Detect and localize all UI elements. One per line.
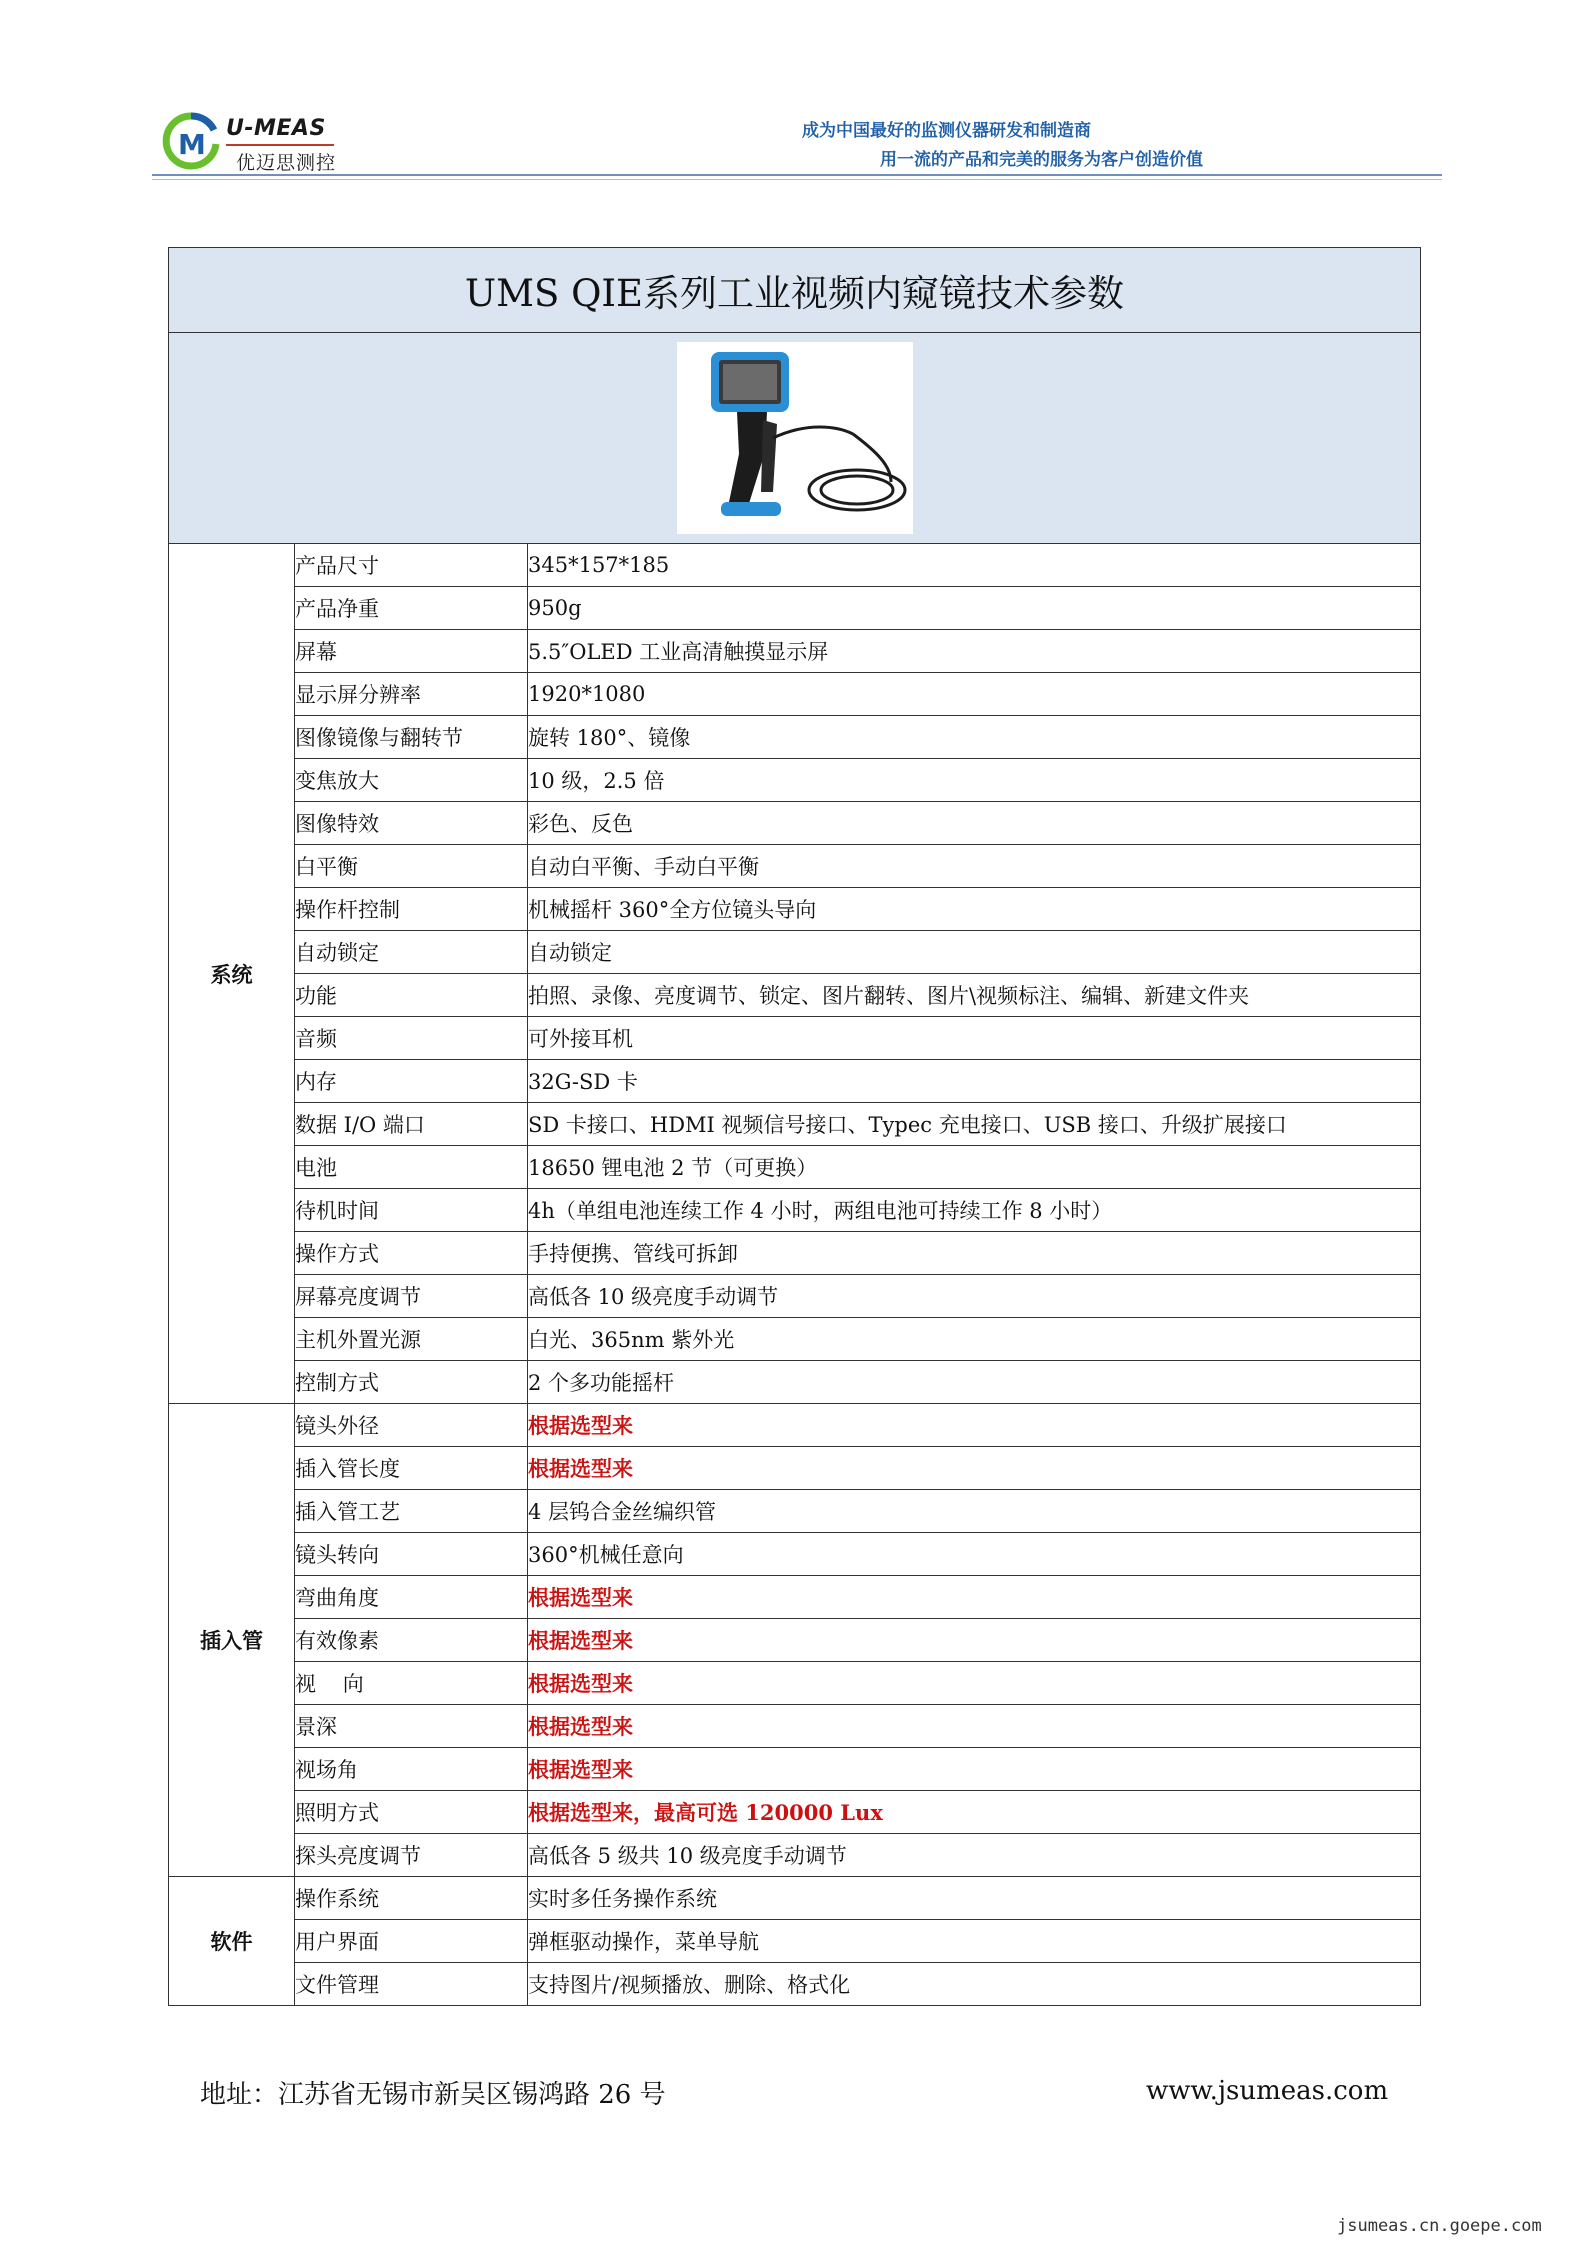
table-row [169, 931, 1421, 974]
param-value: 旋转 180°、镜像 [528, 716, 1421, 759]
table-row [169, 673, 1421, 716]
param-label: 操作杆控制 [295, 888, 528, 931]
param-value: 彩色、反色 [528, 802, 1421, 845]
param-value: 手持便携、管线可拆卸 [528, 1232, 1421, 1275]
footer-address: 地址：江苏省无锡市新吴区锡鸿路 26 号 [200, 2080, 666, 2110]
table-row [169, 1834, 1421, 1877]
table-row [169, 1533, 1421, 1576]
param-value: 2 个多功能摇杆 [528, 1361, 1421, 1404]
param-label: 变焦放大 [295, 759, 528, 802]
logo-name: U-MEAS [226, 116, 326, 141]
product-image [677, 342, 913, 534]
param-label: 控制方式 [295, 1361, 528, 1404]
logo-m-icon [162, 112, 220, 170]
table-row [169, 974, 1421, 1017]
param-value: 支持图片/视频播放、删除、格式化 [528, 1963, 1421, 2006]
param-value: 高低各 10 级亮度手动调节 [528, 1275, 1421, 1318]
table-row [169, 1189, 1421, 1232]
table-row [169, 888, 1421, 931]
param-label: 显示屏分辨率 [295, 673, 528, 716]
param-value: 可外接耳机 [528, 1017, 1421, 1060]
param-label: 图像镜像与翻转节 [295, 716, 528, 759]
header-divider [152, 174, 1442, 176]
spec-table [168, 247, 1421, 2006]
table-row [169, 1576, 1421, 1619]
param-label: 待机时间 [295, 1189, 528, 1232]
param-label: 文件管理 [295, 1963, 528, 2006]
param-label: 音频 [295, 1017, 528, 1060]
param-value: 10 级，2.5 倍 [528, 759, 1421, 802]
product-image-cell [169, 333, 1421, 544]
param-label: 插入管长度 [295, 1447, 528, 1490]
table-row [169, 1920, 1421, 1963]
table-row [169, 1791, 1421, 1834]
table-row [169, 1447, 1421, 1490]
param-label: 白平衡 [295, 845, 528, 888]
category-cell: 软件 [169, 1877, 295, 2006]
table-row [169, 716, 1421, 759]
param-label: 用户界面 [295, 1920, 528, 1963]
slogan-line-1: 成为中国最好的监测仪器研发和制造商 [802, 121, 1091, 141]
header-divider-thin [152, 179, 1442, 180]
param-label: 自动锁定 [295, 931, 528, 974]
param-value: 32G-SD 卡 [528, 1060, 1421, 1103]
param-value: 自动锁定 [528, 931, 1421, 974]
table-row [169, 1146, 1421, 1189]
company-logo [162, 112, 362, 174]
table-row [169, 1232, 1421, 1275]
param-value: 18650 锂电池 2 节（可更换） [528, 1146, 1421, 1189]
param-value: SD 卡接口、HDMI 视频信号接口、Typec 充电接口、USB 接口、升级扩展接口 [528, 1103, 1421, 1146]
table-row [169, 845, 1421, 888]
table-row [169, 1017, 1421, 1060]
param-value: 根据选型来 [528, 1705, 1421, 1748]
table-row [169, 1103, 1421, 1146]
param-label: 产品净重 [295, 587, 528, 630]
svg-text:M: M [178, 128, 206, 161]
param-value: 高低各 5 级共 10 级亮度手动调节 [528, 1834, 1421, 1877]
param-label: 探头亮度调节 [295, 1834, 528, 1877]
param-label: 操作方式 [295, 1232, 528, 1275]
param-label: 主机外置光源 [295, 1318, 528, 1361]
param-value: 拍照、录像、亮度调节、锁定、图片翻转、图片\视频标注、编辑、新建文件夹 [528, 974, 1421, 1017]
table-row [169, 1748, 1421, 1791]
category-cell: 插入管 [169, 1404, 295, 1877]
param-label: 弯曲角度 [295, 1576, 528, 1619]
table-row [169, 1619, 1421, 1662]
param-value: 根据选型来 [528, 1619, 1421, 1662]
table-row [169, 1318, 1421, 1361]
endoscope-device-icon [677, 342, 913, 534]
param-label: 屏幕 [295, 630, 528, 673]
param-value: 345*157*185 [528, 544, 1421, 587]
param-value: 根据选型来 [528, 1662, 1421, 1705]
param-label: 操作系统 [295, 1877, 528, 1920]
param-label: 镜头转向 [295, 1533, 528, 1576]
param-value: 实时多任务操作系统 [528, 1877, 1421, 1920]
param-value: 360°机械任意向 [528, 1533, 1421, 1576]
param-label: 图像特效 [295, 802, 528, 845]
param-label: 插入管工艺 [295, 1490, 528, 1533]
param-value: 根据选型来 [528, 1576, 1421, 1619]
table-title: UMS QIE系列工业视频内窥镜技术参数 [169, 248, 1421, 333]
table-row [169, 1275, 1421, 1318]
table-row [169, 1705, 1421, 1748]
watermark: jsumeas.cn.goepe.com [1337, 2216, 1542, 2236]
table-row [169, 1361, 1421, 1404]
param-value: 机械摇杆 360°全方位镜头导向 [528, 888, 1421, 931]
param-value: 根据选型来 [528, 1404, 1421, 1447]
param-label: 内存 [295, 1060, 528, 1103]
table-row [169, 587, 1421, 630]
param-label: 有效像素 [295, 1619, 528, 1662]
table-row [169, 1963, 1421, 2006]
param-label: 电池 [295, 1146, 528, 1189]
param-label: 数据 I/O 端口 [295, 1103, 528, 1146]
param-value: 根据选型来，最高可选 120000 Lux [528, 1791, 1421, 1834]
param-value: 950g [528, 587, 1421, 630]
param-label: 视场角 [295, 1748, 528, 1791]
table-row [169, 1490, 1421, 1533]
param-value: 自动白平衡、手动白平衡 [528, 845, 1421, 888]
logo-underline [226, 144, 334, 146]
param-value: 弹框驱动操作，菜单导航 [528, 1920, 1421, 1963]
param-value: 4h（单组电池连续工作 4 小时，两组电池可持续工作 8 小时） [528, 1189, 1421, 1232]
param-value: 5.5″OLED 工业高清触摸显示屏 [528, 630, 1421, 673]
param-label: 功能 [295, 974, 528, 1017]
table-row [169, 1662, 1421, 1705]
param-value: 白光、365nm 紫外光 [528, 1318, 1421, 1361]
param-value: 根据选型来 [528, 1447, 1421, 1490]
table-row [169, 630, 1421, 673]
table-row [169, 1877, 1421, 1920]
param-label: 产品尺寸 [295, 544, 528, 587]
param-label: 视 向 [295, 1662, 528, 1705]
param-value: 4 层钨合金丝编织管 [528, 1490, 1421, 1533]
table-row [169, 544, 1421, 587]
param-value: 根据选型来 [528, 1748, 1421, 1791]
category-cell: 系统 [169, 544, 295, 1404]
table-row [169, 802, 1421, 845]
table-row [169, 1060, 1421, 1103]
logo-chinese-name: 优迈思测控 [236, 152, 337, 174]
param-label: 景深 [295, 1705, 528, 1748]
table-row [169, 759, 1421, 802]
slogan-line-2: 用一流的产品和完美的服务为客户创造价值 [880, 150, 1203, 170]
footer-website: www.jsumeas.com [1146, 2076, 1389, 2106]
param-label: 镜头外径 [295, 1404, 528, 1447]
param-label: 照明方式 [295, 1791, 528, 1834]
param-label: 屏幕亮度调节 [295, 1275, 528, 1318]
table-row [169, 1404, 1421, 1447]
param-value: 1920*1080 [528, 673, 1421, 716]
